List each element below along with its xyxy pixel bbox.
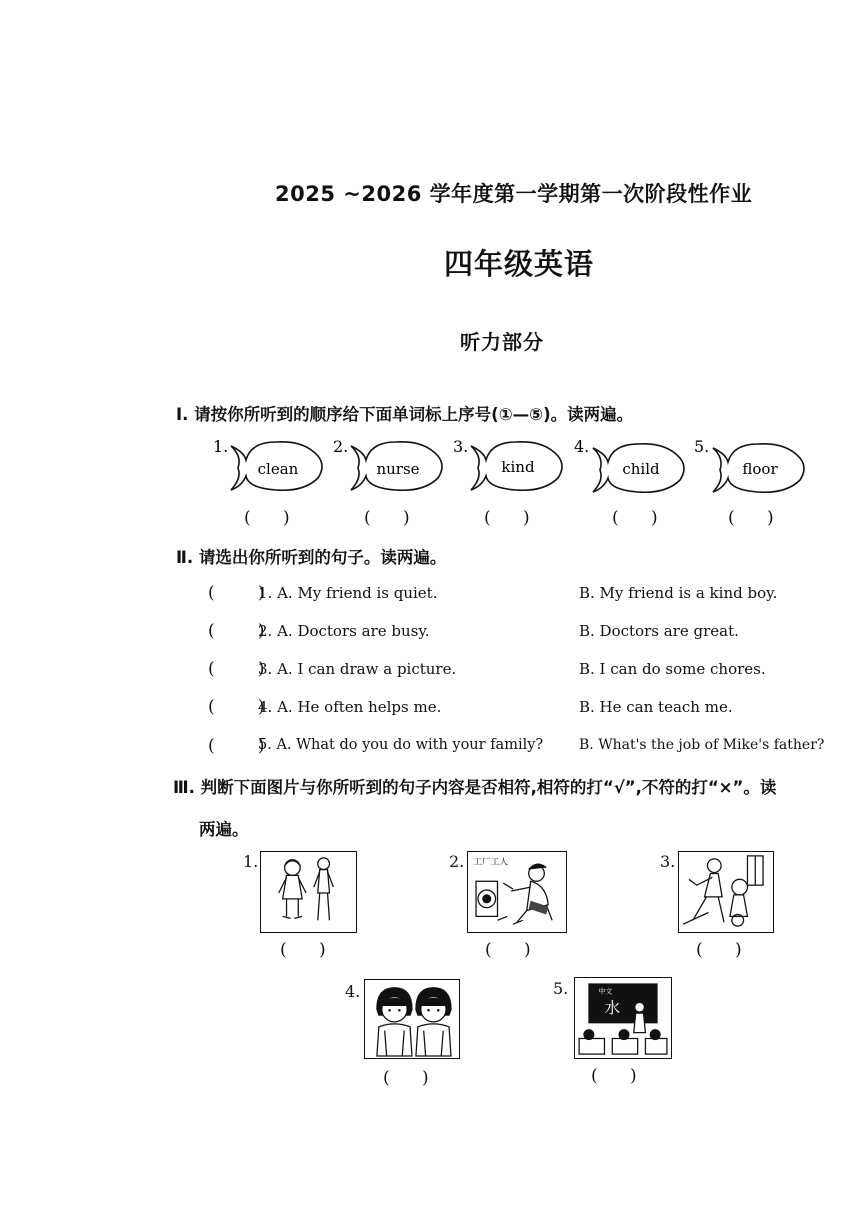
picture-answer-2[interactable]: ( ) bbox=[485, 940, 531, 960]
word-item-2 bbox=[333, 437, 442, 490]
assignment-title: 2025 ~2026 学年度第一学期第一次阶段性作业 bbox=[275, 182, 753, 206]
picture-number-1: 1. bbox=[243, 852, 259, 871]
picture-answer-3[interactable]: ( ) bbox=[696, 940, 742, 960]
picture-number-3: 3. bbox=[660, 852, 676, 871]
option-b-1: B. My friend is a kind boy. bbox=[579, 584, 778, 602]
word-number: 1. bbox=[213, 437, 229, 456]
option-a-5: 5. A. What do you do with your family? bbox=[258, 737, 544, 753]
choice-blank-3[interactable]: ( ) bbox=[208, 659, 265, 679]
picture-3 bbox=[678, 851, 774, 933]
option-a-3: 3. A. I can draw a picture. bbox=[258, 660, 457, 678]
word-label: floor bbox=[742, 460, 778, 478]
answer-blank-5[interactable]: ( ) bbox=[728, 508, 774, 528]
two-girls-portrait-icon bbox=[365, 980, 459, 1058]
option-a-2: 2. A. Doctors are busy. bbox=[258, 622, 430, 640]
word-item-4 bbox=[574, 437, 684, 492]
word-label: clean bbox=[257, 460, 299, 478]
board-character: 水 bbox=[604, 999, 621, 1018]
section-1-heading: Ⅰ. 请按你所听到的顺序给下面单词标上序号(①—⑤)。读两遍。 bbox=[176, 405, 634, 424]
picture-label: 工厂工人 bbox=[473, 857, 509, 868]
picture-number-4: 4. bbox=[345, 982, 361, 1001]
section-3-heading: Ⅲ. 判断下面图片与你所听到的句子内容是否相符,相符的打“√”,不符的打“×”。读 bbox=[173, 778, 777, 797]
option-a-1: 1. A. My friend is quiet. bbox=[258, 584, 438, 602]
word-number: 2. bbox=[333, 437, 349, 456]
choice-blank-4[interactable]: ( ) bbox=[208, 697, 265, 717]
picture-2 bbox=[467, 851, 567, 933]
answer-blank-1[interactable]: ( ) bbox=[244, 508, 290, 528]
subject-title: 四年级英语 bbox=[444, 247, 595, 281]
section-3-heading-cont: 两遍。 bbox=[199, 820, 249, 839]
choice-blank-2[interactable]: ( ) bbox=[208, 621, 265, 641]
word-label: nurse bbox=[376, 460, 420, 478]
family-chores-icon bbox=[679, 852, 773, 932]
picture-answer-1[interactable]: ( ) bbox=[280, 940, 326, 960]
chinese-class-icon bbox=[575, 978, 671, 1058]
word-number: 3. bbox=[453, 437, 469, 456]
word-item-3 bbox=[453, 437, 562, 490]
part-title: 听力部分 bbox=[460, 330, 544, 354]
two-girls-standing-icon bbox=[261, 852, 356, 932]
factory-worker-icon bbox=[468, 852, 566, 932]
word-fish-row bbox=[200, 432, 840, 502]
picture-4 bbox=[364, 979, 460, 1059]
picture-answer-4[interactable]: ( ) bbox=[383, 1068, 429, 1088]
board-label: 中文 bbox=[598, 987, 613, 996]
section-2-heading: Ⅱ. 请选出你所听到的句子。读两遍。 bbox=[176, 548, 447, 567]
choice-blank-1[interactable]: ( ) bbox=[208, 583, 265, 603]
picture-number-2: 2. bbox=[449, 852, 465, 871]
choice-blank-5[interactable]: ( ) bbox=[208, 736, 265, 756]
word-item-1 bbox=[213, 437, 322, 490]
option-a-4: 4. A. He often helps me. bbox=[258, 698, 442, 716]
picture-number-5: 5. bbox=[553, 979, 569, 998]
word-number: 5. bbox=[694, 437, 710, 456]
option-b-3: B. I can do some chores. bbox=[579, 660, 766, 678]
option-b-2: B. Doctors are great. bbox=[579, 622, 739, 640]
option-b-4: B. He can teach me. bbox=[579, 698, 733, 716]
picture-answer-5[interactable]: ( ) bbox=[591, 1066, 637, 1086]
answer-blank-3[interactable]: ( ) bbox=[484, 508, 530, 528]
word-label: child bbox=[622, 460, 660, 478]
answer-blank-4[interactable]: ( ) bbox=[612, 508, 658, 528]
word-label: kind bbox=[501, 458, 535, 476]
picture-1 bbox=[260, 851, 357, 933]
answer-blank-2[interactable]: ( ) bbox=[364, 508, 410, 528]
word-number: 4. bbox=[574, 437, 590, 456]
picture-5 bbox=[574, 977, 672, 1059]
word-item-5 bbox=[694, 437, 804, 492]
option-b-5: B. What's the job of Mike's father? bbox=[579, 737, 825, 753]
